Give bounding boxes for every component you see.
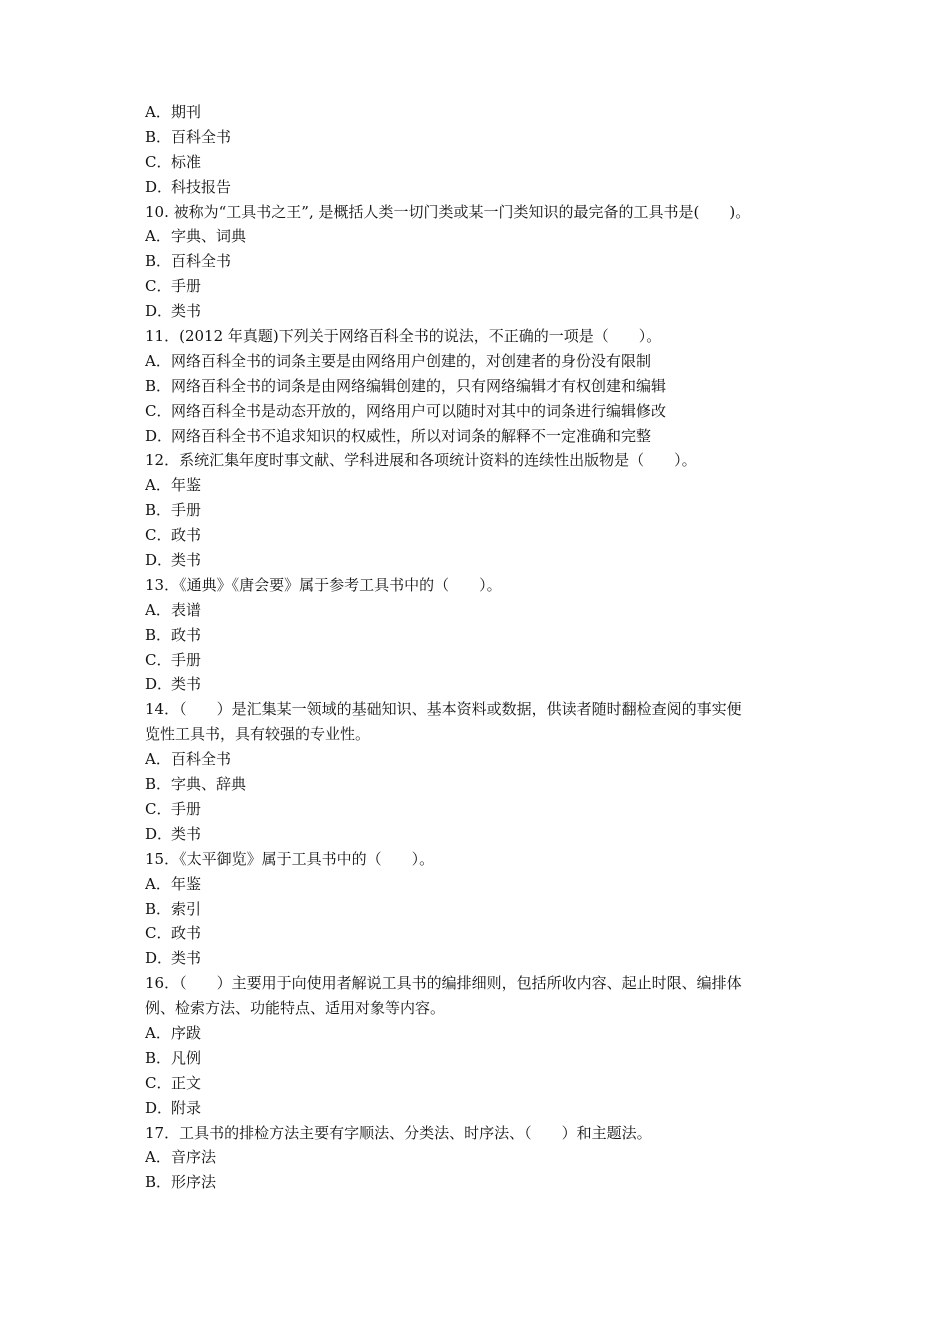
option-letter: C． <box>145 650 172 669</box>
option-text: 百科全书 <box>171 127 232 146</box>
option-letter: A． <box>145 103 171 121</box>
option-text: 索引 <box>171 899 202 918</box>
answer-option <box>145 1071 815 1096</box>
option-letter: C． <box>145 277 172 296</box>
answer-option <box>145 672 815 697</box>
option-letter: C． <box>145 799 172 818</box>
answer-option <box>145 399 815 424</box>
option-letter: D． <box>145 824 173 843</box>
option-letter: D． <box>145 949 173 968</box>
option-text: 手册 <box>171 501 202 520</box>
answer-option <box>145 349 815 374</box>
option-text: 标准 <box>171 152 202 171</box>
option-letter: C． <box>145 401 172 420</box>
option-letter: C． <box>145 924 172 943</box>
answer-option <box>145 548 815 573</box>
question-text: 例、检索方法、功能特点、适用对象等内容。 <box>145 999 446 1018</box>
option-text: 手册 <box>171 277 202 296</box>
option-text: 字典、词典 <box>171 227 247 246</box>
question-text: 17．工具书的排检方法主要有字顺法、分类法、时序法、（ ）和主题法。 <box>145 1123 652 1142</box>
option-letter: A． <box>145 227 171 246</box>
answer-option <box>145 872 815 897</box>
option-text: 网络百科全书的词条是由网络编辑创建的，只有网络编辑才有权创建和编辑 <box>171 376 667 395</box>
option-text: 字典、辞典 <box>171 775 247 794</box>
option-letter: A． <box>145 600 171 619</box>
option-text: 正文 <box>171 1073 202 1092</box>
answer-option <box>145 125 815 150</box>
option-text: 网络百科全书不追求知识的权威性，所以对词条的解释不一定准确和完整 <box>171 426 652 445</box>
document-page <box>145 100 815 1195</box>
option-text: 类书 <box>171 302 202 321</box>
option-letter: A． <box>145 476 171 495</box>
option-text: 百科全书 <box>171 750 232 769</box>
answer-option <box>145 274 815 299</box>
question-text: 14．（ ）是汇集某一领域的基础知识、基本资料或数据，供读者随时翻检查阅的事实便 <box>145 700 742 719</box>
option-letter: A． <box>145 874 171 893</box>
option-text: 政书 <box>171 924 202 943</box>
answer-option <box>145 921 815 946</box>
answer-option <box>145 249 815 274</box>
answer-option <box>145 822 815 847</box>
option-text: 科技报告 <box>171 177 232 196</box>
answer-option <box>145 772 815 797</box>
option-letter: B． <box>145 127 172 146</box>
answer-option <box>145 1170 815 1195</box>
option-letter: B． <box>145 899 172 918</box>
option-letter: B． <box>145 1048 172 1067</box>
option-letter: B． <box>145 376 172 395</box>
answer-option <box>145 1046 815 1071</box>
option-letter: B． <box>145 625 172 644</box>
answer-option <box>145 1021 815 1046</box>
option-text: 类书 <box>171 675 202 694</box>
question-text: 11．(2012 年真题)下列关于网络百科全书的说法，不正确的一项是（ ）。 <box>145 327 662 346</box>
option-letter: C． <box>145 1073 172 1092</box>
answer-option <box>145 175 815 200</box>
option-letter: A． <box>145 750 171 769</box>
option-letter: D． <box>145 177 173 196</box>
option-text: 手册 <box>171 650 202 669</box>
option-letter: A． <box>145 1148 171 1167</box>
option-text: 政书 <box>171 526 202 545</box>
answer-option <box>145 498 815 523</box>
option-text: 附录 <box>171 1098 202 1117</box>
option-letter: D． <box>145 1098 173 1117</box>
option-text: 网络百科全书是动态开放的，网络用户可以随时对其中的词条进行编辑修改 <box>171 401 667 420</box>
option-text: 凡例 <box>171 1048 202 1067</box>
option-letter: C． <box>145 526 172 545</box>
option-letter: B． <box>145 1173 172 1192</box>
option-letter: B． <box>145 252 172 271</box>
answer-option <box>145 797 815 822</box>
option-text: 类书 <box>171 949 202 968</box>
option-text: 政书 <box>171 625 202 644</box>
answer-option <box>145 1145 815 1170</box>
option-text: 期刊 <box>171 103 202 121</box>
question-text: 15．《太平御览》属于工具书中的（ ）。 <box>145 849 435 868</box>
answer-option <box>145 473 815 498</box>
option-text: 类书 <box>171 551 202 570</box>
option-letter: B． <box>145 501 172 520</box>
answer-option <box>145 648 815 673</box>
option-text: 手册 <box>171 799 202 818</box>
answer-option <box>145 224 815 249</box>
answer-option <box>145 523 815 548</box>
option-letter: A． <box>145 351 171 370</box>
option-text: 类书 <box>171 824 202 843</box>
answer-option <box>145 150 815 175</box>
option-text: 网络百科全书的词条主要是由网络用户创建的，对创建者的身份没有限制 <box>171 351 652 370</box>
answer-option <box>145 100 815 125</box>
answer-option <box>145 897 815 922</box>
option-text: 年鉴 <box>171 476 202 495</box>
option-letter: D． <box>145 551 173 570</box>
answer-option <box>145 598 815 623</box>
option-letter: A． <box>145 1023 171 1042</box>
question-text: 12．系统汇集年度时事文献、学科进展和各项统计资料的连续性出版物是（ ）。 <box>145 451 697 470</box>
option-letter: D． <box>145 675 173 694</box>
option-text: 形序法 <box>171 1173 217 1192</box>
option-text: 音序法 <box>171 1148 217 1167</box>
answer-option <box>145 747 815 772</box>
option-letter: D． <box>145 426 173 445</box>
option-letter: C． <box>145 152 172 171</box>
option-text: 序跋 <box>171 1023 202 1042</box>
answer-option <box>145 299 815 324</box>
answer-option <box>145 946 815 971</box>
question-text: 览性工具书，具有较强的专业性。 <box>145 725 371 744</box>
option-letter: B． <box>145 775 172 794</box>
answer-option <box>145 1096 815 1121</box>
question-text: 13．《通典》《唐会要》属于参考工具书中的（ ）。 <box>145 575 502 594</box>
question-text: 16．（ ）主要用于向使用者解说工具书的编排细则，包括所收内容、起止时限、编排体 <box>145 974 742 993</box>
answer-option <box>145 374 815 399</box>
answer-option <box>145 424 815 449</box>
option-text: 表谱 <box>171 600 202 619</box>
answer-option <box>145 623 815 648</box>
question-text: 10. 被称为“工具书之王”, 是概括人类一切门类或某一门类知识的最完备的工具书是( )。 <box>145 202 751 221</box>
option-text: 年鉴 <box>171 874 202 893</box>
option-text: 百科全书 <box>171 252 232 271</box>
option-letter: D． <box>145 302 173 321</box>
